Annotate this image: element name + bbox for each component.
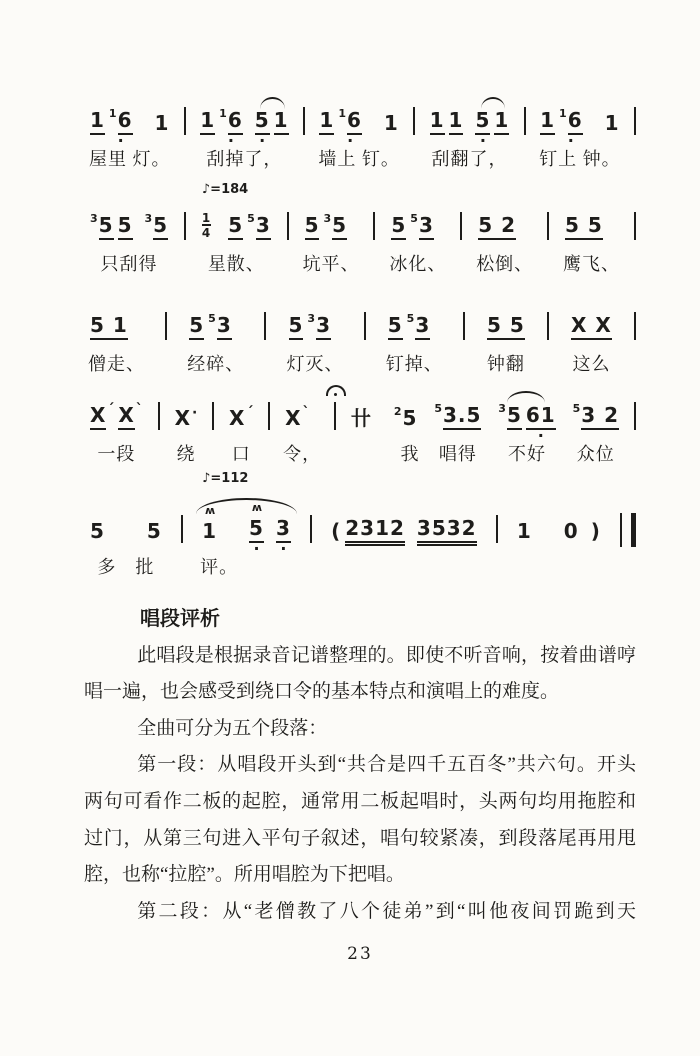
measure bbox=[329, 511, 478, 553]
jianpu-notes bbox=[538, 103, 621, 150]
measure bbox=[173, 398, 200, 466]
slur-arc bbox=[507, 391, 546, 403]
note: $X^ˋ$ bbox=[118, 402, 142, 430]
lyric-line: 松倒、 bbox=[476, 254, 534, 274]
grace-note: 3 bbox=[144, 212, 153, 225]
final-barline bbox=[620, 513, 636, 547]
lyric-line: 众位 bbox=[576, 444, 615, 464]
analysis-line: 腔，也称“拉腔”。所用唱腔为下把唱。 bbox=[84, 864, 405, 886]
measure bbox=[563, 208, 620, 276]
measure bbox=[569, 308, 614, 376]
barline bbox=[463, 312, 465, 340]
note: 1 bbox=[274, 108, 289, 135]
jianpu-notes bbox=[88, 308, 145, 340]
tempo-marking: ♪=112 bbox=[202, 471, 249, 486]
note: $^5$3 bbox=[208, 312, 232, 340]
lyric-line: 坑平、 bbox=[302, 254, 360, 274]
note bbox=[202, 200, 216, 240]
jianpu-notes bbox=[476, 208, 533, 240]
jianpu-notes bbox=[389, 208, 446, 240]
octave-dot: · bbox=[479, 131, 486, 150]
note: 5 bbox=[90, 519, 105, 543]
time-signature: $\frac{1}{4}$ bbox=[201, 210, 212, 241]
measure bbox=[476, 208, 533, 276]
note: $^3$5 bbox=[90, 212, 114, 240]
jianpu-notes bbox=[569, 308, 614, 340]
note: 1 bbox=[200, 108, 215, 135]
grace-note: 1 bbox=[108, 107, 117, 120]
jianpu-notes bbox=[88, 398, 145, 430]
lyric-line: 星散、 bbox=[207, 254, 265, 274]
barline bbox=[303, 107, 305, 135]
lyric-line: 只刮得 bbox=[100, 254, 158, 274]
barline bbox=[634, 212, 636, 240]
note: 5 bbox=[189, 313, 204, 340]
barline bbox=[373, 212, 375, 240]
note: X· bbox=[174, 405, 198, 430]
barline bbox=[212, 402, 214, 430]
measure bbox=[303, 208, 360, 276]
lyric-line: 屋里 灯。 bbox=[88, 149, 171, 169]
octave-dot: · bbox=[347, 131, 354, 150]
jianpu-notes bbox=[173, 398, 200, 430]
analysis-line: 全曲可分为五个段落： bbox=[137, 717, 328, 739]
note: $X^ˊ$ bbox=[90, 402, 114, 430]
grace-note: 5 bbox=[410, 212, 418, 225]
note: 1 bbox=[516, 519, 532, 543]
analysis-line: 第二段：从“老僧教了八个徒弟”到“叫他夜间罚跪到天 bbox=[137, 900, 636, 922]
note: 3532 bbox=[417, 516, 477, 543]
measure bbox=[317, 103, 400, 171]
jianpu-notes bbox=[428, 103, 512, 150]
note: 5 bbox=[146, 519, 162, 543]
note: 5 bbox=[118, 213, 133, 240]
page-number: 23 bbox=[347, 944, 373, 964]
note: $^3$5 bbox=[498, 402, 522, 430]
jianpu-notes bbox=[303, 208, 360, 240]
tone-accent: ˊ bbox=[246, 405, 254, 421]
lyric-line: 冰化、 bbox=[389, 254, 447, 274]
grace-note: 5 bbox=[208, 312, 216, 325]
note: $^5$3 bbox=[247, 212, 271, 240]
tempo-marking: ♪=184 bbox=[201, 182, 249, 197]
octave-dot: · bbox=[117, 131, 124, 150]
note: 1 bbox=[494, 108, 509, 135]
jianpu-notes bbox=[317, 103, 400, 150]
lyric-line: 鹰飞、 bbox=[563, 254, 620, 274]
measure bbox=[349, 398, 420, 466]
note: 卄 bbox=[350, 406, 372, 430]
grace-note: 3 bbox=[498, 402, 506, 415]
lyric-line: 令， bbox=[283, 444, 322, 464]
note: $X^ˊ$ bbox=[229, 405, 254, 430]
lyric-line: 钟翻 bbox=[486, 354, 525, 374]
barline bbox=[634, 312, 636, 340]
jianpu-notes bbox=[349, 398, 420, 430]
barline bbox=[184, 212, 186, 240]
measure bbox=[88, 208, 170, 276]
measure bbox=[538, 103, 621, 171]
tone-accent: ˋ bbox=[135, 402, 143, 418]
grace-note: 2 bbox=[393, 405, 402, 418]
octave-dot: · bbox=[253, 539, 260, 558]
note: 5 bbox=[305, 213, 320, 240]
analysis-section bbox=[84, 601, 636, 930]
measure bbox=[386, 308, 443, 376]
note: 5 bbox=[289, 313, 304, 340]
note: X X bbox=[571, 313, 612, 340]
note: ( bbox=[331, 519, 342, 543]
note: $^5$3 2 bbox=[573, 402, 619, 430]
lyric-line: 钉上 钟。 bbox=[539, 149, 621, 169]
barline bbox=[634, 107, 636, 135]
measure bbox=[287, 308, 344, 376]
lyric-line: 一段 bbox=[97, 444, 136, 464]
score-line bbox=[88, 182, 636, 276]
lyric-line: 口 bbox=[231, 444, 251, 464]
lyric-line: 灯灭、 bbox=[286, 354, 344, 374]
note: 1 ʍ bbox=[202, 504, 218, 543]
note: 5 2 bbox=[478, 213, 516, 240]
measure bbox=[200, 471, 293, 579]
note: $^3$3 bbox=[307, 312, 331, 340]
jianpu-notes bbox=[187, 308, 244, 340]
lyric-line: 绕 bbox=[176, 444, 196, 464]
note: $^1$6 · bbox=[338, 107, 362, 150]
note: $^5$3.5 bbox=[434, 402, 481, 430]
note: 1 bbox=[430, 108, 445, 135]
note: $X^ˋ$ bbox=[285, 405, 310, 430]
note: 5 bbox=[228, 213, 243, 240]
jianpu-notes bbox=[496, 398, 557, 445]
note: 0 bbox=[563, 519, 579, 543]
octave-dot: · bbox=[537, 426, 544, 445]
analysis-line: 第一段：从唱段开头到“共合是四千五百冬”共六句。开头 bbox=[137, 754, 636, 776]
measure bbox=[571, 398, 621, 466]
note: $^5$3 bbox=[410, 212, 434, 240]
tone-accent: ˋ bbox=[302, 405, 310, 421]
barline bbox=[181, 515, 183, 543]
octave-dot: · bbox=[280, 539, 287, 558]
analysis-line: 此唱段是根据录音记谱整理的。即使不听音响，按着曲谱哼 bbox=[137, 644, 636, 666]
grace-note: 5 bbox=[406, 312, 415, 325]
measure bbox=[428, 103, 512, 171]
measure bbox=[227, 398, 255, 466]
measure bbox=[88, 103, 171, 171]
barline bbox=[184, 107, 186, 135]
lyric-line: 刮翻了， bbox=[431, 149, 508, 169]
measure bbox=[187, 308, 244, 376]
barline bbox=[524, 107, 526, 135]
note: 5 bbox=[391, 213, 406, 240]
lyric-line: 僧走、 bbox=[88, 354, 145, 374]
jianpu-notes bbox=[485, 308, 527, 340]
barline bbox=[287, 212, 289, 240]
jianpu-notes bbox=[88, 103, 171, 150]
lyric-line: 刮掉了， bbox=[206, 149, 283, 169]
octave-dot: · bbox=[259, 131, 266, 150]
jianpu-notes bbox=[571, 398, 621, 430]
note: 5 bbox=[388, 313, 403, 340]
lyric-line: 钉掉、 bbox=[385, 354, 443, 374]
note: 3 · bbox=[275, 516, 291, 558]
measure bbox=[88, 511, 164, 579]
jianpu-notes bbox=[283, 398, 321, 430]
tone-accent: ˊ bbox=[107, 402, 115, 418]
note: 5 · ʍ bbox=[249, 501, 264, 558]
analysis-heading: 唱段评析 bbox=[140, 608, 220, 630]
note: $^1$6 · bbox=[559, 107, 583, 150]
note: 1 bbox=[449, 108, 464, 135]
note: 1 bbox=[383, 111, 399, 135]
lyric-line: 多 批 bbox=[97, 557, 155, 577]
grace-note: 5 bbox=[572, 402, 581, 415]
barline bbox=[364, 312, 366, 340]
lyric-line: 不好 bbox=[507, 444, 546, 464]
note: 5 · bbox=[475, 108, 490, 135]
score bbox=[88, 95, 638, 600]
grace-note: 1 bbox=[338, 107, 346, 120]
lyric-line: 评。 bbox=[200, 557, 239, 577]
jianpu-notes bbox=[200, 501, 293, 558]
note: 5 5 bbox=[487, 313, 525, 340]
note: 1 bbox=[90, 108, 105, 135]
note: 61 · bbox=[525, 403, 556, 445]
grace-note: 5 bbox=[247, 212, 255, 225]
note: $^5$3 bbox=[407, 312, 431, 340]
measure bbox=[515, 511, 603, 553]
measure bbox=[198, 103, 290, 171]
barline bbox=[460, 212, 462, 240]
octave-dot: · bbox=[227, 131, 234, 150]
mordent-icon: ʍ bbox=[251, 501, 262, 514]
tone-accent: · bbox=[191, 405, 198, 421]
mordent-icon: ʍ bbox=[204, 504, 215, 517]
jianpu-notes bbox=[198, 103, 290, 150]
jianpu-notes bbox=[88, 511, 164, 543]
grace-note: 5 bbox=[434, 402, 442, 415]
grace-note: 1 bbox=[219, 107, 227, 120]
score-line bbox=[88, 308, 636, 376]
jianpu-notes bbox=[287, 308, 344, 340]
note: $^3$5 bbox=[323, 212, 347, 240]
jianpu-notes bbox=[227, 398, 255, 430]
lyric-line: 经碎、 bbox=[187, 354, 245, 374]
lyric-line: 唱得 bbox=[438, 444, 477, 464]
grace-note: 3 bbox=[307, 312, 316, 325]
grace-note: 3 bbox=[90, 212, 98, 225]
measure bbox=[283, 398, 321, 466]
jianpu-notes bbox=[386, 308, 443, 340]
measure bbox=[432, 398, 483, 466]
note: $^3$5 bbox=[145, 212, 169, 240]
score-line bbox=[88, 398, 636, 466]
barline bbox=[264, 312, 266, 340]
grace-note: 3 bbox=[323, 212, 332, 225]
analysis-line: 两句可看作二板的起腔，通常用二板起唱时，头两句均用拖腔和 bbox=[84, 790, 636, 812]
note: $^2$5 bbox=[393, 405, 418, 430]
octave-dot: · bbox=[567, 131, 574, 150]
note: 1 bbox=[319, 108, 334, 135]
note: 5 1 bbox=[90, 313, 128, 340]
note: 1 bbox=[604, 111, 620, 135]
measure bbox=[88, 398, 145, 466]
note: 5 · bbox=[255, 108, 270, 135]
grace-note: 1 bbox=[559, 107, 567, 120]
barline bbox=[634, 402, 636, 430]
jianpu-notes bbox=[563, 208, 620, 240]
barline bbox=[547, 312, 549, 340]
note: $^1$6 · bbox=[108, 107, 133, 150]
barline bbox=[268, 402, 270, 430]
note: 1 bbox=[540, 108, 555, 135]
note: $^1$6 · bbox=[219, 107, 243, 150]
barline bbox=[496, 515, 498, 543]
lyric-line: 这么 bbox=[572, 354, 611, 374]
barline bbox=[413, 107, 415, 135]
analysis-line: 唱一遍，也会感受到绕口令的基本特点和演唱上的难度。 bbox=[84, 681, 560, 703]
jianpu-notes bbox=[515, 511, 603, 543]
note: 5 5 bbox=[565, 213, 603, 240]
measure bbox=[496, 398, 557, 466]
score-line bbox=[88, 103, 636, 171]
measure bbox=[485, 308, 527, 376]
note: 2312 bbox=[345, 516, 405, 543]
analysis-line: 过门，从第三句进入平句子叙述，唱句较紧凑，到段落尾再用甩 bbox=[84, 827, 636, 849]
jianpu-notes bbox=[329, 511, 478, 543]
jianpu-notes bbox=[432, 398, 483, 430]
measure bbox=[200, 182, 273, 276]
lyric-line: 我 bbox=[400, 444, 420, 464]
jianpu-notes bbox=[200, 208, 273, 240]
lyric-line: 墙上 钉。 bbox=[318, 149, 400, 169]
barline-fermata bbox=[334, 402, 336, 430]
note: 1 bbox=[154, 111, 170, 135]
barline bbox=[165, 312, 167, 340]
barline bbox=[158, 402, 160, 430]
measure bbox=[389, 208, 446, 276]
barline bbox=[310, 515, 312, 543]
jianpu-notes bbox=[88, 208, 170, 240]
barline bbox=[547, 212, 549, 240]
score-line bbox=[88, 471, 636, 579]
measure bbox=[88, 308, 145, 376]
note: ) bbox=[590, 519, 601, 543]
